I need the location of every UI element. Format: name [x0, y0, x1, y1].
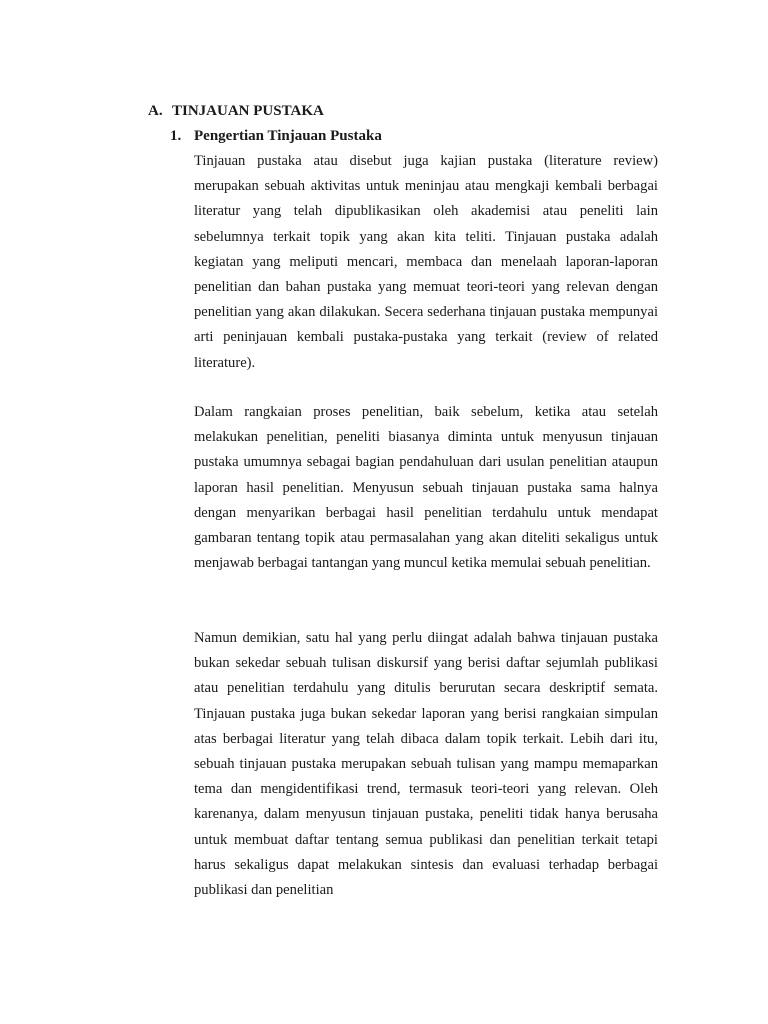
section-title: TINJAUAN PUSTAKA	[172, 103, 324, 119]
paragraph-2: Dalam rangkaian proses penelitian, baik sebelum, ketika atau setelah melakukan penelitian, peneliti biasanya diminta untuk menyusun tinjauan pustaka umumnya sebagai bagian pendahuluan dari usulan penelitian ataupun laporan hasil penelitian. Menyusun sebuah tinjauan pustaka sama halnya dengan menyarikan berbagai hasil penelitian terdahulu untuk mendapat gambaran tentang topik atau permasalahan yang akan diteliti sekaligus untuk menjawab berbagai tantangan yang muncul ketika memulai sebuah penelitian.	[194, 404, 658, 572]
subsection-number: 1.	[170, 128, 182, 144]
paragraph-3: Namun demikian, satu hal yang perlu diingat adalah bahwa tinjauan pustaka bukan sekedar sebuah tulisan diskursif yang berisi daftar sejumlah publikasi atau penelitian terdahulu yang ditulis berurutan secara deskriptif semata. Tinjauan pustaka juga bukan sekedar laporan yang berisi rangkaian simpulan atas berbagai literatur yang telah dibaca dalam topik terkait. Lebih dari itu, sebuah tinjauan pustaka merupakan sebuah tulisan yang mampu memaparkan tema dan mengidentifikasi trend, termasuk teori-teori yang relevan. Oleh karenanya, dalam menyusun tinjauan pustaka, peneliti tidak hanya berusaha untuk membuat daftar tentang semua publikasi dan penelitian terkait tetapi harus sekaligus dapat melakukan sintesis dan evaluasi terhadap berbagai publikasi dan penelitian	[194, 630, 658, 899]
subsection-heading	[170, 126, 382, 146]
section-heading	[148, 101, 324, 121]
paragraph-1: Tinjauan pustaka atau disebut juga kajian pustaka (literature review) merupakan sebuah aktivitas untuk meninjau atau mengkaji kembali berbagai literatur yang telah dipublikasikan oleh akademisi atau peneliti lain sebelumnya terkait topik yang akan kita teliti. Tinjauan pustaka adalah kegiatan yang meliputi mencari, membaca dan menelaah laporan-laporan penelitian dan bahan pustaka yang memuat teori-teori yang relevan dengan penelitian yang akan dilakukan. Secera sederhana tinjauan pustaka mempunyai arti peninjauan kembali pustaka-pustaka yang terkait (review of related literature).	[194, 153, 658, 371]
subsection-title: Pengertian Tinjauan Pustaka	[194, 128, 382, 144]
section-number: A.	[148, 103, 163, 119]
